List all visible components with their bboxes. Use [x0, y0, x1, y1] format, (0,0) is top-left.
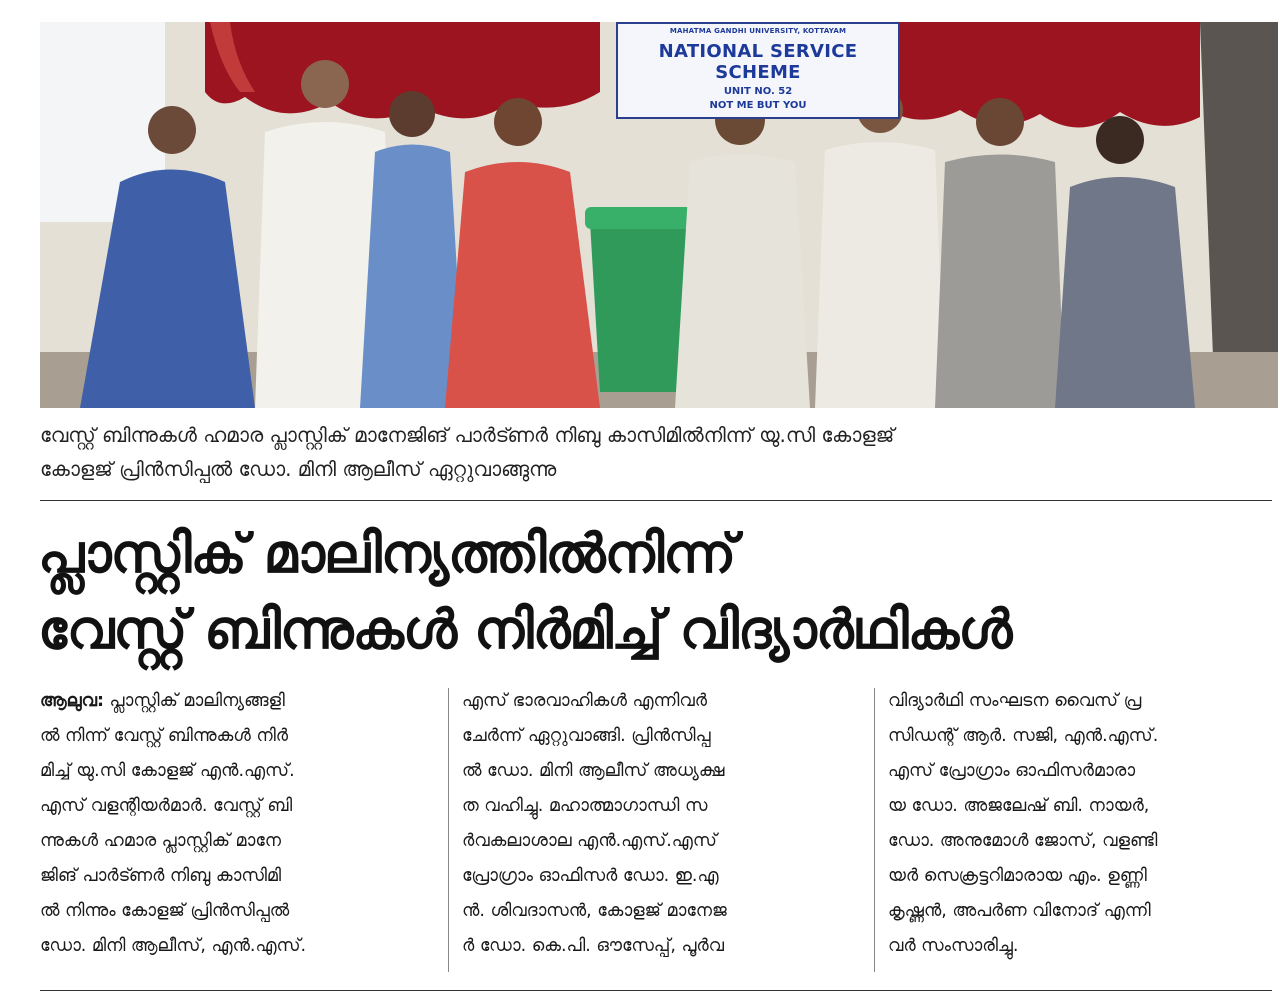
divider: [40, 500, 1272, 501]
article-line: സിഡന്റ് ആർ. സജി, എൻ.എസ്.: [888, 726, 1159, 746]
column-separator: [448, 688, 449, 972]
article-line: യ ഡോ. അജലേഷ് ബി. നായർ,: [888, 796, 1150, 816]
article-line: ൻ. ശിവദാസൻ, കോളജ് മാനേജ: [462, 901, 727, 921]
article-line: ഡോ. അനുമോൾ ജോസ്, വളണ്ടി: [888, 831, 1158, 851]
article-column-1: [40, 684, 430, 964]
banner-title: NATIONAL SERVICE SCHEME: [658, 41, 858, 83]
article-line: ൽ നിന്നും കോളജ് പ്രിൻസിപ്പൽ: [40, 901, 290, 921]
caption-line: കോളജ് പ്രിൻസിപ്പൽ ഡോ. മിനി ആലീസ് ഏറ്റുവാങ്ങുന്നു: [40, 457, 557, 481]
article-column-2: [462, 684, 852, 964]
article-line: ജിങ് പാർട്ണർ നിബു കാസിമി: [40, 866, 282, 886]
headline: [38, 516, 1238, 668]
banner-unit: UNIT NO. 52: [723, 86, 793, 97]
caption-line: വേസ്റ്റ് ബിന്നുകൾ ഹമാര പ്ലാസ്റ്റിക് മാനേജിങ് പാർട്ണർ നിബു കാസിമിൽനിന്ന് യു.സി കോളജ്: [40, 423, 895, 447]
article-line: ർവകലാശാല എൻ.എസ്.എസ്: [462, 831, 717, 851]
banner-motto: NOT ME BUT YOU: [709, 100, 807, 111]
article-line: യർ സെക്രട്ടറിമാരായ എം. ഉണ്ണി: [888, 866, 1147, 886]
article-line: എസ് വളന്റിയർമാർ. വേസ്റ്റ് ബി: [40, 796, 293, 816]
column-separator: [874, 688, 875, 972]
article-line: ഡോ. മിനി ആലീസ്, എൻ.എസ്.: [40, 936, 307, 956]
article-line: കൃഷ്ണൻ, അപർണ വിനോദ് എന്നി: [888, 901, 1151, 921]
article-line: ൽ നിന്ന് വേസ്റ്റ് ബിന്നുകൾ നിർ: [40, 726, 289, 746]
nss-banner: [616, 22, 900, 119]
article-line: ർ ഡോ. കെ.പി. ഔസേപ്പ്, പൂർവ: [462, 936, 725, 956]
news-photo: [40, 22, 1278, 408]
banner-university: MAHATMA GANDHI UNIVERSITY, KOTTAYAM: [669, 27, 847, 35]
article-line: എസ് പ്രോഗ്രാം ഓഫിസർമാരാ: [888, 761, 1136, 781]
bottom-divider: [40, 990, 1272, 991]
article-line: ചേർന്ന് ഏറ്റുവാങ്ങി. പ്രിൻസിപ്പ: [462, 726, 711, 746]
article-line: പ്രോഗ്രാം ഓഫിസർ ഡോ. ഇ.എ: [462, 866, 719, 886]
headline-line: പ്ലാസ്റ്റിക് മാലിന്യത്തിൽനിന്ന്: [38, 522, 736, 585]
article-line: മിച്ച് യു.സി കോളജ് എൻ.എസ്.: [40, 761, 295, 781]
article-line: വർ സംസാരിച്ചു.: [888, 936, 1019, 956]
article-column-3: [888, 684, 1278, 964]
photo-caption: [40, 418, 1270, 486]
article-line: എസ് ഭാരവാഹികൾ എന്നിവർ: [462, 691, 708, 711]
article-line: ത വഹിച്ചു. മഹാത്മാഗാന്ധി സ: [462, 796, 708, 816]
article-line: ൽ ഡോ. മിനി ആലീസ് അധ്യക്ഷ: [462, 761, 725, 781]
article-line: വിദ്യാർഥി സംഘടന വൈസ് പ്ര: [888, 691, 1142, 711]
headline-line: വേസ്റ്റ് ബിന്നുകൾ നിർമിച്ച് വിദ്യാർഥികൾ: [38, 598, 1012, 661]
article-line: ന്നുകൾ ഹമാര പ്ലാസ്റ്റിക് മാനേ: [40, 831, 282, 851]
article-line: ആലുവ: പ്ലാസ്റ്റിക് മാലിന്യങ്ങളി: [40, 691, 285, 711]
dateline: ആലുവ:: [40, 691, 104, 711]
